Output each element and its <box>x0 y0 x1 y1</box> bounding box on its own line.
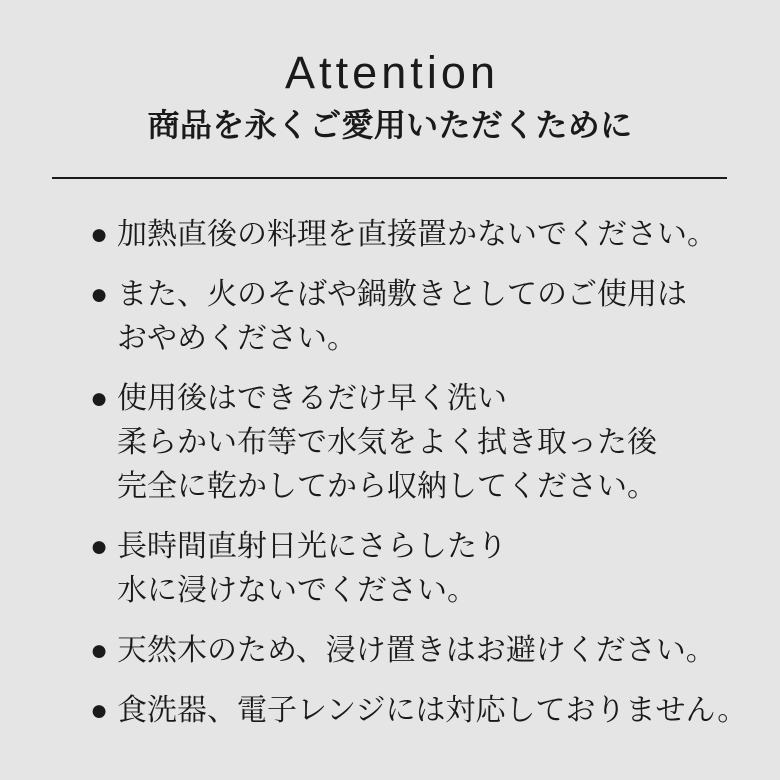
note-line: また、火のそばや鍋敷きとしてのご使用は <box>117 277 687 311</box>
care-note-item <box>90 629 780 673</box>
note-text <box>117 273 780 361</box>
care-notes-list <box>0 213 780 733</box>
care-note-item <box>90 273 780 361</box>
page-title: Attention <box>284 47 500 98</box>
care-note-item <box>90 377 780 509</box>
note-text <box>117 629 780 673</box>
bullet-icon: ● <box>90 633 109 667</box>
note-text <box>117 213 780 257</box>
header-divider-line <box>52 177 727 179</box>
note-line: 完全に乾かしてから収納してください。 <box>117 469 657 503</box>
care-note-item <box>90 689 780 733</box>
bullet-icon: ● <box>90 277 109 311</box>
bullet-icon: ● <box>90 217 109 251</box>
note-line: 使用後はできるだけ早く洗い <box>117 381 507 415</box>
note-line: 天然木のため、浸け置きはお避けください。 <box>117 633 716 667</box>
note-line: おやめください。 <box>117 321 357 355</box>
note-line: 長時間直射日光にさらしたり <box>117 529 507 563</box>
bullet-icon: ● <box>90 529 109 563</box>
page-subtitle: 商品を永くご愛用いただくために <box>147 107 633 143</box>
note-text <box>117 525 780 613</box>
note-text <box>117 377 780 509</box>
note-text <box>117 689 780 733</box>
notice-header <box>0 47 780 147</box>
note-line: 食洗器、電子レンジには対応しておりません。 <box>117 693 748 727</box>
note-line: 加熱直後の料理を直接置かないでください。 <box>117 217 717 251</box>
bullet-icon: ● <box>90 693 109 727</box>
bullet-icon: ● <box>90 381 109 415</box>
note-line: 柔らかい布等で水気をよく拭き取った後 <box>117 425 657 459</box>
note-line: 水に浸けないでください。 <box>117 573 477 607</box>
care-note-item <box>90 213 780 257</box>
care-note-item <box>90 525 780 613</box>
